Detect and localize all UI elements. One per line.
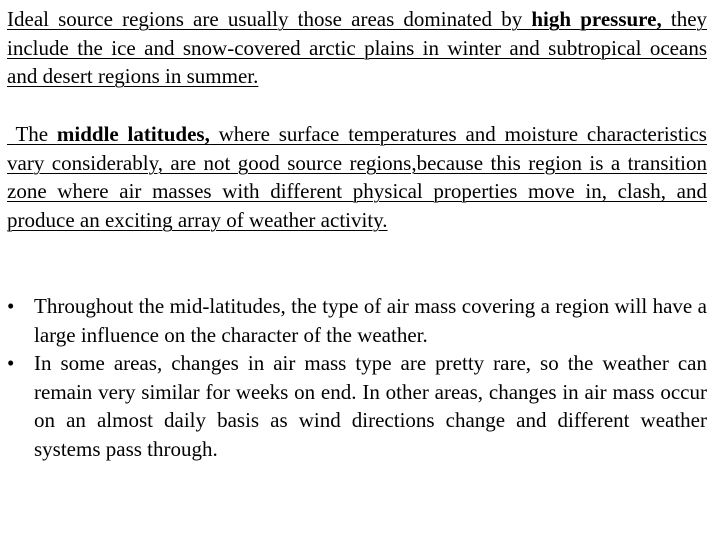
bullet-item <box>7 349 707 463</box>
bullet-text: In some areas, changes in air mass type are pretty rare, so the weather can remain very similar for weeks on end. In other areas, changes in air mass occur on an almost daily basis as wind directions change and different weather systems pass through. <box>34 351 707 461</box>
paragraph-middle-latitudes-text-end: where surface temperatures and moisture characteristics vary considerably, are not good source regions,because this region is a transition zone where air masses with different physical properties move in, clash, and produce an exciting array of weather activity. <box>7 122 707 232</box>
middle-latitudes-bold-text: middle latitudes, <box>56 122 210 146</box>
paragraph-source-regions-text-start: Ideal source regions are usually those areas dominated by <box>7 7 532 31</box>
paragraph-source-regions-text-end: they include the ice and snow-covered arctic plains in winter and subtropical oceans and desert regions in summer. <box>7 7 708 89</box>
bullet-list <box>7 292 707 464</box>
paragraph-source-regions <box>7 5 707 91</box>
paragraph-middle-latitudes <box>7 120 707 234</box>
high-pressure-bold-text: high pressure, <box>531 7 662 31</box>
bullet-item <box>7 292 707 349</box>
paragraph-middle-latitudes-text-start: The <box>15 122 57 146</box>
bullet-text: Throughout the mid-latitudes, the type of air mass covering a region will have a large influence on the character of the weather. <box>34 294 707 347</box>
bullet-dot-icon: • <box>7 294 15 318</box>
bullet-dot-icon: • <box>7 351 15 376</box>
